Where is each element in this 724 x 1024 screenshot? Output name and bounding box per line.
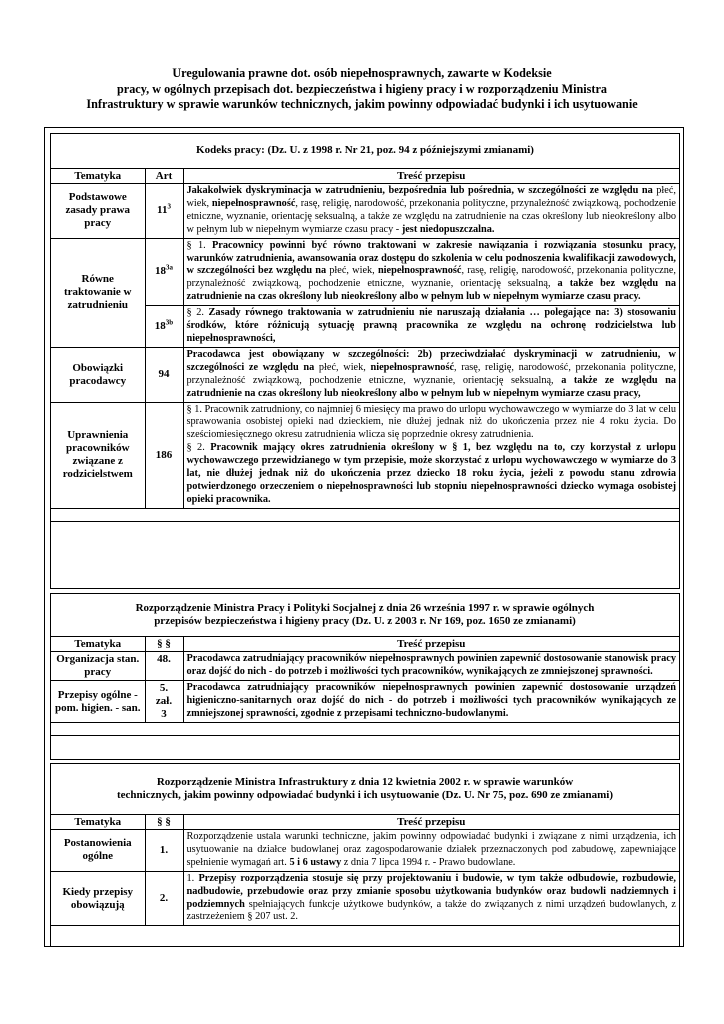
row-article: $18^{3a}$ <box>145 238 183 306</box>
column-header-topic: Tematyka <box>51 815 145 830</box>
row-text: § 1. Pracownicy powinni być równo traktowani w zakresie nawiązania i rozwiązania stosunku pracy, warunków zatrudnienia, awansowania oraz dostępu do szkolenia w celu podnoszenia kwalifikacji zawodowych, w szczególności bez względu na płeć, wiek, niepełnosprawność, rasę, religię, narodowość, przekonania polityczne, przynależność związkową, pochodzenie etniczne, wyznanie, orientację seksualną, a także bez względu na zatrudnienie na czas określony lub nieokreślony albo w pełnym lub w niepełnym wymiarze czasu pracy. <box>183 238 679 306</box>
table-row <box>51 184 679 239</box>
kodeks-table <box>51 134 679 522</box>
section-bhp <box>50 593 680 760</box>
column-header-topic: Tematyka <box>51 637 145 652</box>
document-title <box>40 66 684 113</box>
title-line-2: pracy, w ogólnych przepisach dot. bezpieczeństwa i higieny pracy i w rozporządzeniu Ministra <box>117 81 607 96</box>
column-header-text: Treść przepisu <box>183 637 679 652</box>
table-row <box>51 347 679 402</box>
row-text: Pracodawca jest obowiązany w szczególności: 2b) przeciwdziałać dyskryminacji w zatrudnieniu, w szczególności ze względu na płeć, wiek, niepełnosprawność, rasę, religię, narodowość, przekonania polityczne, przynależność związkową, pochodzenie etniczne, wyznanie, orientację seksualną, a także ze względu na zatrudnienie na czas określony lub nieokreślony albo w pełnym lub w niepełnym wymiarze czasu pracy, <box>183 347 679 402</box>
table-row <box>51 238 679 306</box>
row-text: Pracodawca zatrudniający pracowników niepełnosprawnych powinien zapewnić dostosowanie urządzeń higieniczno-sanitarnych oraz dojść do nich - do potrzeb i możliwości tych pracowników wynikających ze zmniejszonej sprawności, zgodnie z przepisami techniczno-budowlanymi. <box>183 681 679 723</box>
table-row <box>51 402 679 508</box>
row-article: 48. <box>145 652 183 681</box>
row-text: § 1. Pracownik zatrudniony, co najmniej 6 miesięcy ma prawo do urlopu wychowawczego w wymiarze do 3 lat w celu sprawowania osobistej opieki nad dzieckiem, nie dłużej jednak niż do ukończenia przez nie 4 roku życia. Do sześciomiesięcznego okresu zatrudnienia wlicza się poprzednie okresy zatrudnienia. § 2. Pracownik mający okres zatrudnienia określony w § 1, bez względu na to, czy korzystał z urlopu wychowawczego przewidzianego w tym przepisie, może skorzystać z urlopu wychowawczego w wymiarze do 3 lat, nie dłużej jednak niż do ukończenia przez dziecko 18 roku życia, jeżeli z powodu stanu zdrowia potwierdzonego orzeczeniem o niepełnosprawności lub stopniu niepełnosprawności dziecko wymaga osobistej opieki pracownika. <box>183 402 679 508</box>
title-line-1: Uregulowania prawne dot. osób niepełnosprawnych, zawarte w Kodeksie <box>172 66 552 80</box>
bhp-table <box>51 594 679 736</box>
row-article: 186 <box>145 402 183 508</box>
row-topic: Kiedy przepisy obowiązują <box>51 871 145 926</box>
column-header-article: § § <box>145 815 183 830</box>
row-article: 94 <box>145 347 183 402</box>
row-topic: Równe traktowanie w zatrudnieniu <box>51 238 145 347</box>
table-row <box>51 830 679 872</box>
section-header: Kodeks pracy: (Dz. U. z 1998 r. Nr 21, poz. 94 z późniejszymi zmianami) <box>51 134 679 169</box>
row-text: Jakakolwiek dyskryminacja w zatrudnieniu, bezpośrednia lub pośrednia, w szczególności ze względu na płeć, wiek, niepełnosprawność, rasę, religię, narodowość, przekonania polityczne, przynależność związkową, pochodzenie etniczne, wyznanie, orientację seksualną, a także ze względu na zatrudnienie na czas określony lub nieokreślony albo w pełnym lub w niepełnym wymiarze czasu pracy - jest niedopuszczalna. <box>183 184 679 239</box>
row-topic: Uprawnienia pracowników związane z rodzicielstwem <box>51 402 145 508</box>
row-article: 5. zał. 3 <box>145 681 183 723</box>
table-row <box>51 306 679 348</box>
warunki-table <box>51 764 679 926</box>
column-header-text: Treść przepisu <box>183 169 679 184</box>
section-header: Rozporządzenie Ministra Infrastruktury z dnia 12 kwietnia 2002 r. w sprawie warunków technicznych, jakim powinny odpowiadać budynki i ich usytuowanie (Dz. U. Nr 75, poz. 690 ze zmianami) <box>51 764 679 815</box>
row-text: § 2. Zasady równego traktowania w zatrudnieniu nie naruszają działania … polegające na: 3) stosowaniu środków, które różnicują sytuację prawną pracownika ze względu na ochronę rodzicielstwa lub niepełnosprawności, <box>183 306 679 348</box>
row-topic: Podstawowe zasady prawa pracy <box>51 184 145 239</box>
section-kodeks-pracy <box>50 133 680 589</box>
row-article: $18^{3b}$ <box>145 306 183 348</box>
column-header-article: § § <box>145 637 183 652</box>
table-row <box>51 871 679 926</box>
column-header-text: Treść przepisu <box>183 815 679 830</box>
row-article: $11^3$ <box>145 184 183 239</box>
section-warunki-techniczne <box>50 763 680 947</box>
row-topic: Postanowienia ogólne <box>51 830 145 872</box>
column-header-article: Art <box>145 169 183 184</box>
row-article: 2. <box>145 871 183 926</box>
row-text: Pracodawca zatrudniający pracowników niepełnosprawnych powinien zapewnić dostosowanie stanowisk pracy oraz dojść do nich - do potrzeb i możliwości tych pracowników, wynikających ze zmniejszonej sprawności. <box>183 652 679 681</box>
column-header-topic: Tematyka <box>51 169 145 184</box>
row-text: Rozporządzenie ustala warunki techniczne, jakim powinny odpowiadać budynki i związane z nimi urządzenia, ich usytuowanie na działce budowlanej oraz zagospodarowanie działek przeznaczonych pod zabudowę, zapewniające spełnienie wymagań art. 5 i 6 ustawy z dnia 7 lipca 1994 r. - Prawo budowlane. <box>183 830 679 872</box>
table-row <box>51 681 679 723</box>
title-line-3: Infrastruktury w sprawie warunków technicznych, jakim powinny odpowiadać budynki i ich usytuowanie <box>86 97 638 111</box>
section-header: Rozporządzenie Ministra Pracy i Polityki Socjalnej z dnia 26 września 1997 r. w sprawie ogólnych przepisów bezpieczeństwa i higieny pracy (Dz. U. z 2003 r. Nr 169, poz. 1650 ze zmianami) <box>51 594 679 637</box>
row-article: 1. <box>145 830 183 872</box>
row-text: 1. Przepisy rozporządzenia stosuje się przy projektowaniu i budowie, w tym także odbudowie, rozbudowie, nadbudowie, przebudowie oraz przy zmianie sposobu użytkowania budynków oraz budowli nadziemnych i podziemnych spełniających funkcje użytkowe budynków, a także do związanych z nimi urządzeń budowlanych, z zastrzeżeniem § 207 ust. 2. <box>183 871 679 926</box>
row-topic: Przepisy ogólne - pom. higien. - san. <box>51 681 145 723</box>
row-topic: Organizacja stan. pracy <box>51 652 145 681</box>
row-topic: Obowiązki pracodawcy <box>51 347 145 402</box>
table-row <box>51 652 679 681</box>
